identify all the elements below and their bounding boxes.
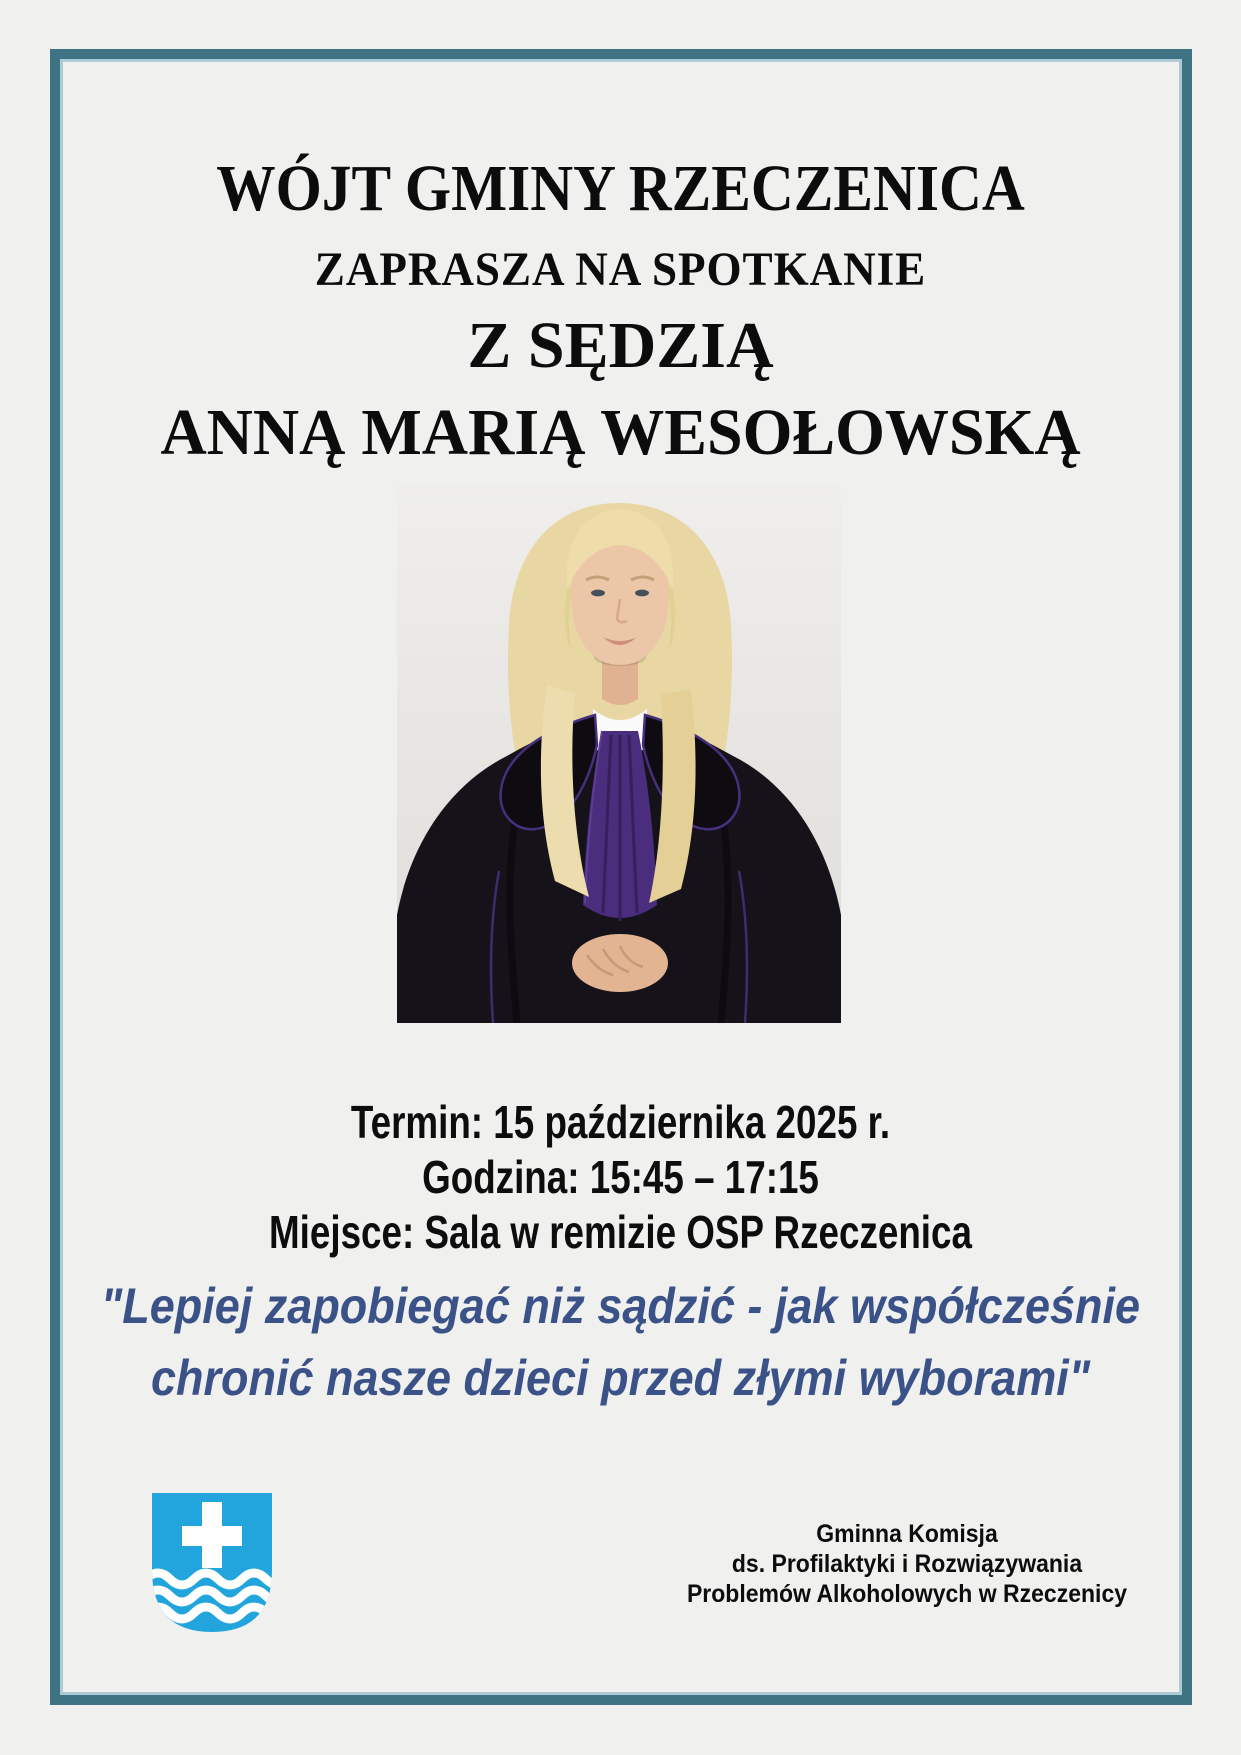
quote-line2: chronić nasze dzieci przed złymi wyborami" <box>150 1350 1091 1406</box>
judge-portrait-illustration <box>397 485 841 1023</box>
quote-line1: "Lepiej zapobiegać niż sądzić - jak współcześnie <box>100 1278 1141 1334</box>
coat-of-arms-svg <box>151 1492 273 1633</box>
event-details-block <box>0 1095 1241 1260</box>
poster-title-line1: WÓJT GMINY RZECZENICA <box>216 152 1025 225</box>
poster-title-line2: ZAPRASZA NA SPOTKANIE <box>314 243 927 296</box>
organizer-line3: Problemów Alkoholowych w Rzeczenicy <box>686 1580 1128 1608</box>
poster-title-line3: Z SĘDZIĄ <box>467 309 774 382</box>
judge-hands <box>572 934 668 992</box>
organizer-line1: Gminna Komisja <box>816 1520 998 1548</box>
organizer-block <box>607 1519 1207 1609</box>
quote-block <box>0 1270 1241 1414</box>
organizer-line2: ds. Profilaktyki i Rozwiązywania <box>731 1550 1083 1578</box>
rzeczenica-coat-of-arms-icon <box>151 1492 273 1633</box>
event-place: Miejsce: Sala w remizie OSP Rzeczenica <box>269 1206 972 1258</box>
cross-horizontal-bar <box>182 1526 242 1546</box>
right-eye <box>635 590 649 597</box>
event-date: Termin: 15 października 2025 r. <box>350 1096 891 1148</box>
event-time: Godzina: 15:45 – 17:15 <box>422 1151 819 1203</box>
poster-title-line4: ANNĄ MARIĄ WESOŁOWSKĄ <box>160 396 1081 469</box>
left-eye <box>591 590 605 597</box>
judge-portrait-photo <box>397 485 841 1023</box>
